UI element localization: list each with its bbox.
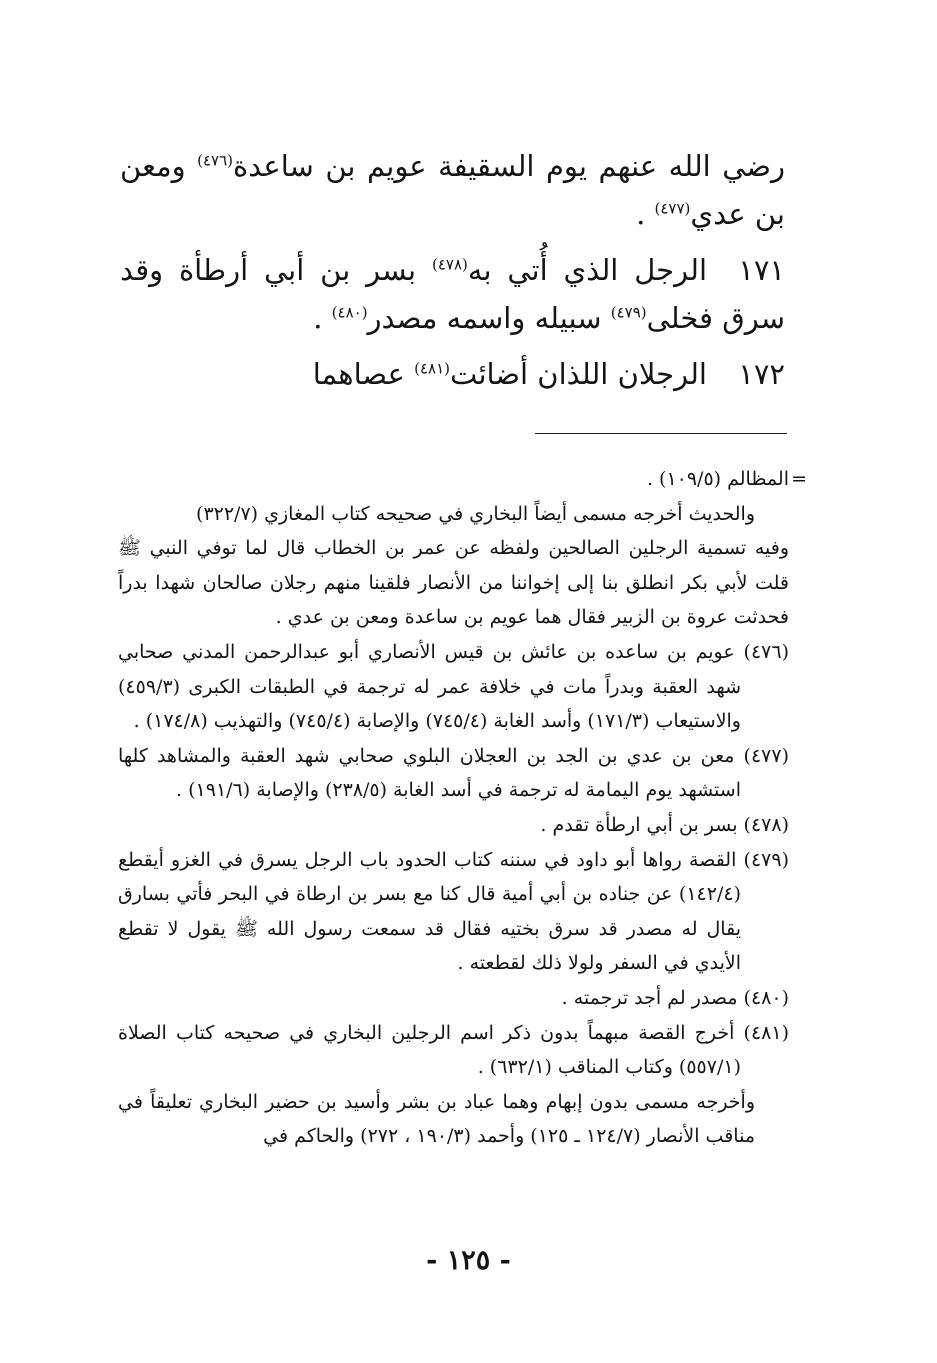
text-span: سبيله واسمه مصدر [367,301,611,335]
continuation-mark: = [791,468,807,490]
footnote-481: (٤٨١) أخرج القصة مبهماً بدون ذكر اسم الرجلين البخاري في صحيحه كتاب الصلاة (٥٥٧/١) وكتاب المناقب (٦٣٢/١) . [118,1021,789,1079]
footnote-continued [118,462,807,497]
footnote-480: (٤٨٠) مصدر لم أجد ترجمته . [561,986,789,1009]
paragraph-continuation [120,142,785,238]
footnote-ref: (٤٧٩) [610,303,647,322]
footnote-ref: (٤٧٦) [197,151,233,170]
text-span: الرجل الذي أُتي به [467,253,708,287]
text-span: الرجلان اللذان أضائت [450,357,707,391]
footnotes [118,462,807,1154]
footnote-476: (٤٧٦) عويم بن ساعده بن عائش بن قيس الأنصاري أبو عبدالرحمن المدني صحابي شهد العقبة وبدراً مات في خلافة عمر له ترجمة في الطبقات الكبرى (٤٥٩/٣) والاستيعاب (١٧١/٣) وأسد الغابة (٧٤٥/٤) والإصابة (٧٤٥/٤) والتهذيب (١٧٤/٨) . [118,640,789,733]
entry-number: ١٧١ [738,253,786,287]
text-span: عصاهما [312,357,415,391]
text-span: . [313,301,332,335]
main-text [120,142,785,398]
footnote-ref: (٤٧٨) [432,255,468,274]
footnote-ref: (٤٧٧) [654,199,691,218]
footnote-477: (٤٧٧) معن بن عدي بن الجد بن العجلان البلوي صحابي شهد العقبة والمشاهد كلها استشهد يوم اليمامة له ترجمة في أسد الغابة (٢٣٨/٥) والإصابة (١٩١/٦) . [118,744,789,802]
text-span: رضي الله عنهم يوم السقيفة عويم بن ساعدة [232,149,785,183]
footnote-478: (٤٧٨) بسر بن أبي ارطأة تقدم . [540,813,789,836]
footnote-line: والحديث أخرجه مسمى أيضاً البخاري في صحيحه كتاب المغازي (٣٢٢/٧) [196,502,755,525]
entry-172 [120,350,785,398]
entry-171 [120,246,785,342]
footnote-separator [535,433,787,434]
text-span: بسر بن أبي أرطأة وقد سرق فخلى [120,253,785,335]
page-number: - ١٢٥ - [426,1245,511,1276]
entry-number: ١٧٢ [738,357,785,391]
text-span: . [636,197,655,231]
text-span: المظالم (١٠٩/٥) . [646,468,789,490]
footnote-ref: (٤٨٠) [331,303,368,322]
text-span: ومعن بن عدي [120,149,785,231]
footnote-line: وفيه تسمية الرجلين الصالحين ولفظه عن عمر بن الخطاب قال لما توفي النبي ﷺ قلت لأبي بكر انطلق بنا إلى إخواننا من الأنصار فلقينا منهم رجلان صالحان شهدا بدراً فحدثت عروة بن الزبير فقال هما عويم بن ساعدة ومعن بن عدي . [118,537,789,629]
footnote-line: وأخرجه مسمى بدون إبهام وهما عباد بن بشر وأسيد بن حضير البخاري تعليقاً في مناقب الأنصار (١٢٤/٧ ـ ١٢٥) وأحمد (١٩٠/٣ ، ٢٧٢) والحاكم في [118,1090,755,1148]
footnote-479: (٤٧٩) القصة رواها أبو داود في سننه كتاب الحدود باب الرجل يسرق في الغزو أيقطع (١٤٢/٤) عن جناده بن أبي أمية قال كنا مع بسر بن ارطاة في البحر فأتي بسارق يقال له مصدر قد سرق بختيه فقال قد سمعت رسول الله ﷺ يقول لا تقطع الأيدي في السفر ولولا ذلك لقطعته . [118,848,789,975]
footnote-ref: (٤٨١) [414,359,450,378]
